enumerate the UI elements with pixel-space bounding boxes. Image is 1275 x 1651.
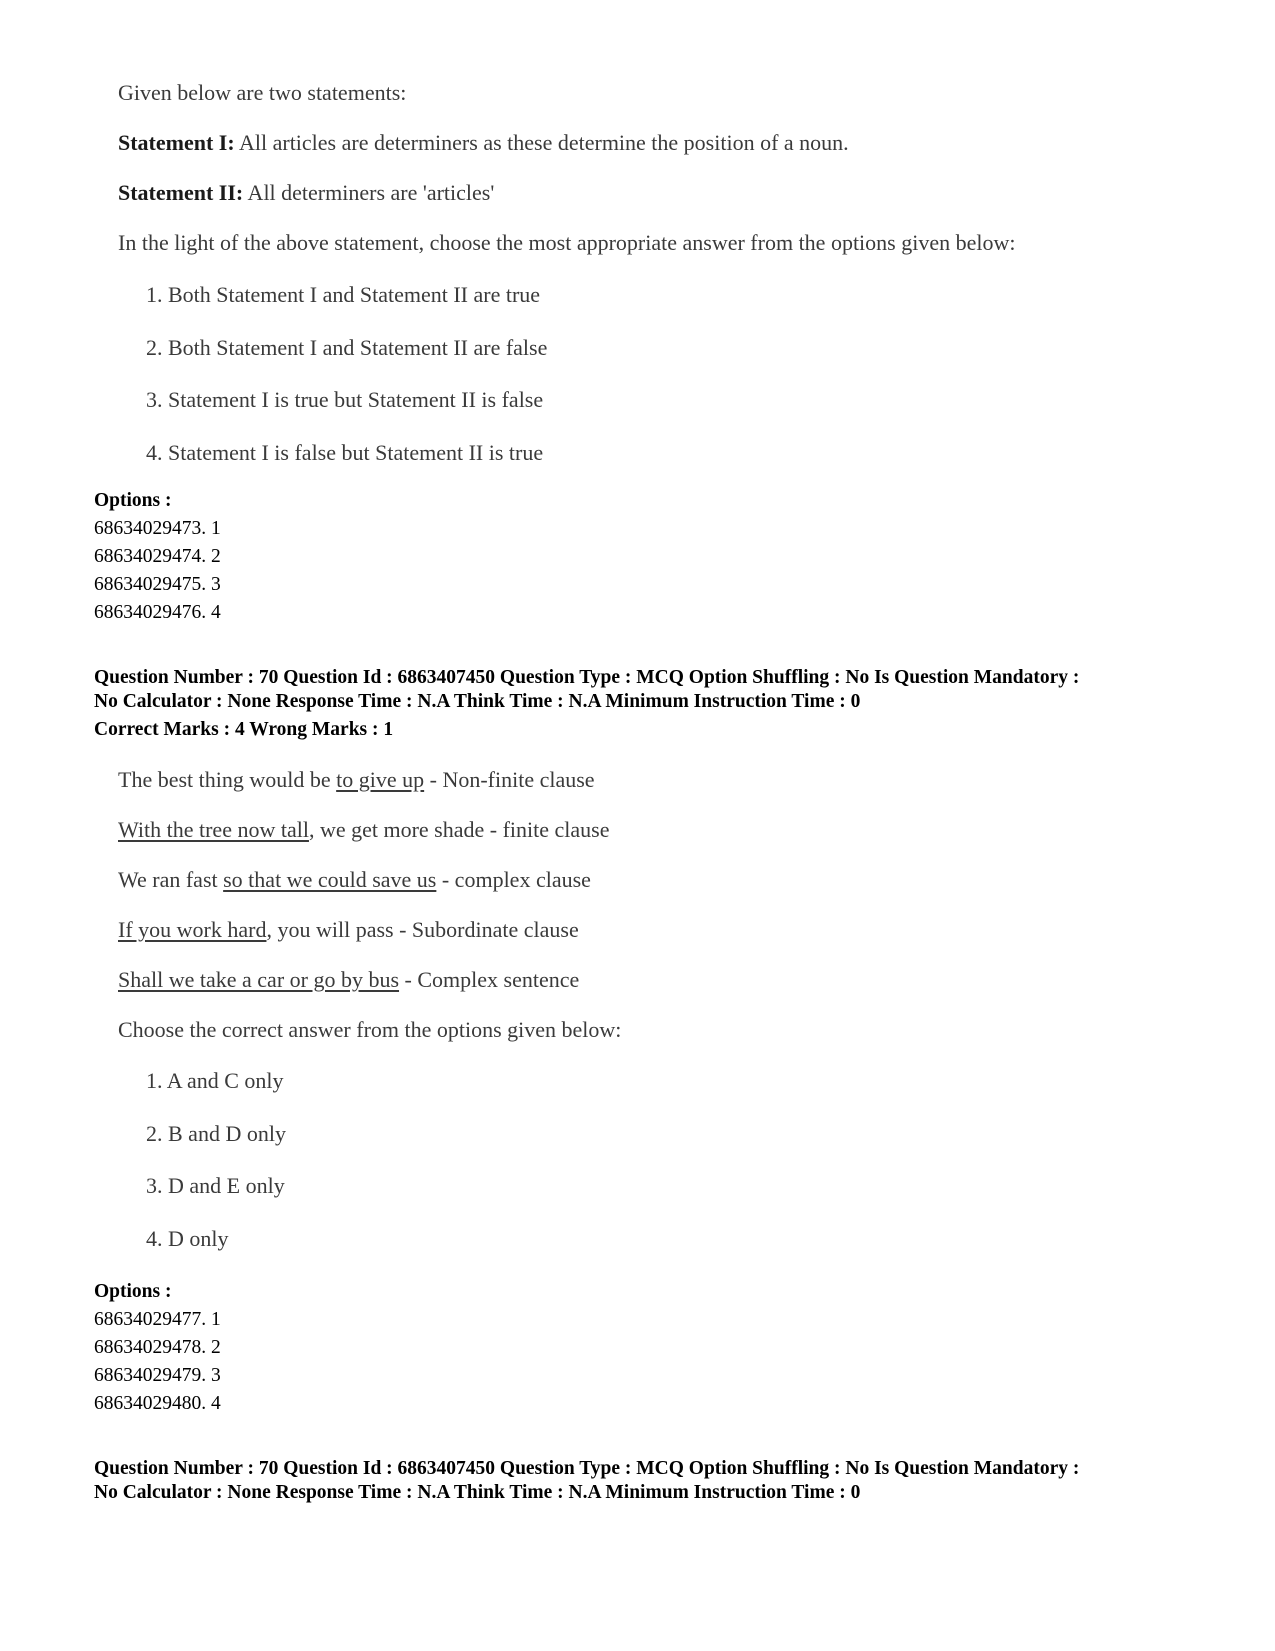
q70-item-c-pre: We ran fast bbox=[118, 867, 224, 892]
q70-item-d-post: , you will pass bbox=[266, 917, 394, 942]
q70-meta bbox=[94, 666, 1204, 742]
q69-intro: Given below are two statements: bbox=[118, 80, 407, 105]
q69-statement-1-label: Statement I: bbox=[118, 130, 235, 155]
q69-option-id-4: 68634029476. 4 bbox=[94, 602, 221, 623]
q70-item-e-tag: - Complex sentence bbox=[399, 967, 580, 992]
q70-item-c-underlined: so that we could save us bbox=[223, 867, 437, 892]
q70-choice-2: 2. B and D only bbox=[146, 1121, 286, 1146]
q69-choice-1: 1. Both Statement I and Statement II are true bbox=[146, 282, 541, 307]
q70-item-b-tag: - finite clause bbox=[484, 817, 610, 842]
q70-option-id-2: 68634029478. 2 bbox=[94, 1337, 221, 1358]
q71-meta bbox=[94, 1457, 1204, 1505]
q71-meta-line-1: Question Number : 70 Question Id : 6863407450 Question Type : MCQ Option Shuffling : No Is Question Mandatory : bbox=[94, 1458, 1080, 1479]
q70-item-a-pre: The best thing would be bbox=[118, 767, 337, 792]
q69-choice-4: 4. Statement I is false but Statement II is true bbox=[146, 440, 544, 465]
q70-item-b bbox=[118, 817, 610, 843]
q69-option-id-1: 68634029473. 1 bbox=[94, 518, 221, 539]
q70-item-e-underlined: Shall we take a car or go by bus bbox=[118, 967, 400, 992]
q71-meta-line-2: No Calculator : None Response Time : N.A Think Time : N.A Minimum Instruction Time : 0 bbox=[94, 1482, 861, 1503]
q70-item-d bbox=[118, 917, 579, 943]
q69-statement-2-label: Statement II: bbox=[118, 180, 244, 205]
q70-item-e bbox=[118, 967, 579, 993]
q70-item-b-post: , we get more shade bbox=[308, 817, 485, 842]
q70-item-a-tag: - Non-finite clause bbox=[424, 767, 595, 792]
q69-choice-3: 3. Statement I is true but Statement II is false bbox=[146, 387, 544, 412]
q69-statement-1 bbox=[118, 130, 849, 156]
q70-meta-line-1: Question Number : 70 Question Id : 6863407450 Question Type : MCQ Option Shuffling : No Is Question Mandatory : bbox=[94, 667, 1080, 688]
q70-item-d-tag: - Subordinate clause bbox=[393, 917, 579, 942]
q69-prompt: In the light of the above statement, choose the most appropriate answer from the options given below: bbox=[118, 230, 1016, 255]
q70-choice-3: 3. D and E only bbox=[146, 1173, 285, 1198]
q69-options-label: Options : bbox=[94, 490, 172, 511]
q70-item-c bbox=[118, 867, 591, 893]
q70-marks: Correct Marks : 4 Wrong Marks : 1 bbox=[94, 719, 394, 740]
q69-statement-2-text: All determiners are 'articles' bbox=[243, 180, 495, 205]
q69-option-id-3: 68634029475. 3 bbox=[94, 574, 221, 595]
q70-meta-line-2: No Calculator : None Response Time : N.A Think Time : N.A Minimum Instruction Time : 0 bbox=[94, 691, 861, 712]
q69-statement-1-text: All articles are determiners as these determine the position of a noun. bbox=[234, 130, 849, 155]
q69-statement-2 bbox=[118, 180, 494, 206]
q70-item-d-underlined: If you work hard bbox=[118, 917, 267, 942]
q70-option-id-4: 68634029480. 4 bbox=[94, 1393, 221, 1414]
q70-item-b-underlined: With the tree now tall bbox=[118, 817, 309, 842]
q70-option-id-3: 68634029479. 3 bbox=[94, 1365, 221, 1386]
q70-options-label: Options : bbox=[94, 1281, 172, 1302]
q69-option-id-2: 68634029474. 2 bbox=[94, 546, 221, 567]
q69-choice-2: 2. Both Statement I and Statement II are false bbox=[146, 335, 548, 360]
q70-choice-1: 1. A and C only bbox=[146, 1068, 284, 1093]
q70-choice-4: 4. D only bbox=[146, 1226, 229, 1251]
q70-prompt: Choose the correct answer from the options given below: bbox=[118, 1017, 622, 1042]
q70-item-a bbox=[118, 767, 595, 793]
q70-item-a-underlined: to give up bbox=[336, 767, 425, 792]
q70-option-id-1: 68634029477. 1 bbox=[94, 1309, 221, 1330]
q70-item-c-tag: - complex clause bbox=[436, 867, 591, 892]
